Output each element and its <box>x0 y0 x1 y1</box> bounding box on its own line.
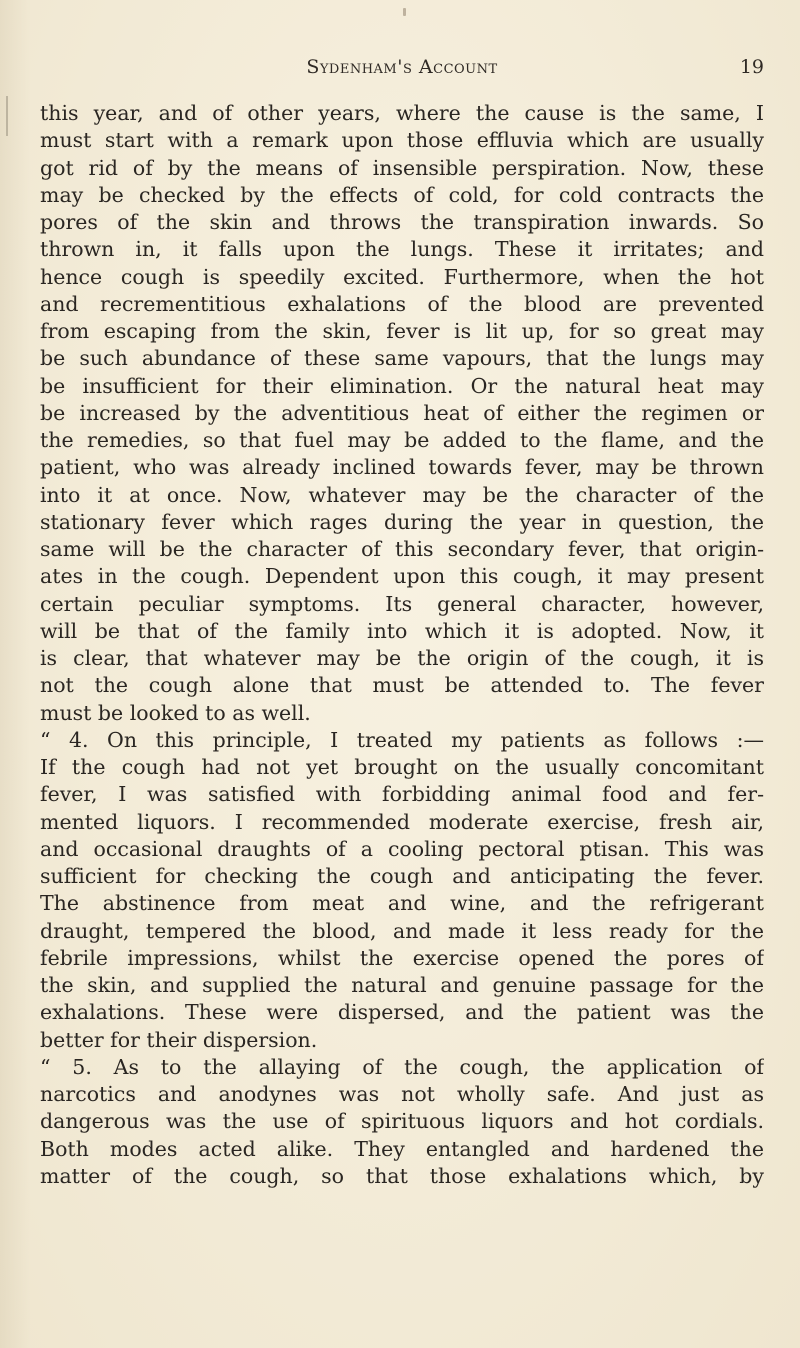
text-line: febrile impressions, whilst the exercise opened the pores of <box>40 945 764 970</box>
paragraph-end-line: must be looked to as well. <box>40 700 311 725</box>
text-line: Both modes acted alike. They entangled and hardened the <box>40 1136 764 1161</box>
text-line: be such abundance of these same vapours, that the lungs may <box>40 346 764 371</box>
text-line: the skin, and supplied the natural and genuine passage for the <box>40 973 764 997</box>
text-line: matter of the cough, so that those exhalations which, by <box>40 1163 764 1188</box>
text-line: pores of the skin and throws the transpiration inwards. So <box>40 210 764 234</box>
text-line: hence cough is speedily excited. Furthermore, when the hot <box>40 264 764 289</box>
text-line: exhalations. These were dispersed, and the patient was the <box>40 1000 764 1025</box>
text-line: patient, who was already inclined towards fever, may be thrown <box>40 455 764 480</box>
text-line: If the cough had not yet brought on the usually concomitant <box>40 755 764 779</box>
text-line: sufficient for checking the cough and anticipating the fever. <box>40 864 764 888</box>
text-line: is clear, that whatever may be the origin of the cough, it is <box>40 646 764 670</box>
text-line: will be that of the family into which it is adopted. Now, it <box>40 618 764 643</box>
text-line: be insufficient for their elimination. Or the natural heat may <box>40 373 764 398</box>
text-line: dangerous was the use of spirituous liquors and hot cordials. <box>40 1109 764 1134</box>
page-edge-shadow <box>6 96 8 136</box>
text-line: mented liquors. I recommended moderate exercise, fresh air, <box>40 809 764 834</box>
text-line: this year, and of other years, where the cause is the same, I <box>40 101 764 125</box>
paragraph-4-start: “ 4. On this principle, I treated my patients as follows :— <box>40 727 764 752</box>
text-line: be increased by the adventitious heat of either the regimen or <box>40 400 764 425</box>
text-line: got rid of by the means of insensible perspiration. Now, these <box>40 155 764 180</box>
text-line: must start with a remark upon those effluvia which are usually <box>40 128 764 153</box>
text-line: draught, tempered the blood, and made it less ready for the <box>40 918 764 943</box>
paragraph-end-line: better for their dispersion. <box>40 1027 318 1052</box>
text-line: same will be the character of this secondary fever, that origin- <box>40 537 764 561</box>
text-line: fever, I was satisfied with forbidding animal food and fer- <box>40 782 764 807</box>
text-line: narcotics and anodynes was not wholly safe. And just as <box>40 1082 764 1106</box>
text-line: stationary fever which rages during the year in question, the <box>40 509 764 534</box>
page-number: 19 <box>739 56 764 78</box>
paragraph-5-start: “ 5. As to the allaying of the cough, the application of <box>40 1054 764 1079</box>
text-line: and recrementitious exhalations of the blood are prevented <box>40 291 764 316</box>
body-text <box>40 100 764 1190</box>
text-line: thrown in, it falls upon the lungs. These it irritates; and <box>40 237 764 262</box>
running-title: Sydenham's Account <box>306 56 498 78</box>
text-line: into it at once. Now, whatever may be the character of the <box>40 482 764 507</box>
text-line: and occasional draughts of a cooling pectoral ptisan. This was <box>40 836 764 861</box>
paper-speck <box>403 8 406 16</box>
text-line: certain peculiar symptoms. Its general character, however, <box>40 591 764 616</box>
text-line: may be checked by the effects of cold, for cold contracts the <box>40 182 764 207</box>
text-line: from escaping from the skin, fever is lit up, for so great may <box>40 319 764 343</box>
text-line: the remedies, so that fuel may be added to the flame, and the <box>40 428 764 452</box>
running-head <box>40 56 764 86</box>
text-line: ates in the cough. Dependent upon this cough, it may present <box>40 564 764 589</box>
text-line: The abstinence from meat and wine, and the refrigerant <box>40 891 764 916</box>
text-line: not the cough alone that must be attended to. The fever <box>40 673 764 698</box>
